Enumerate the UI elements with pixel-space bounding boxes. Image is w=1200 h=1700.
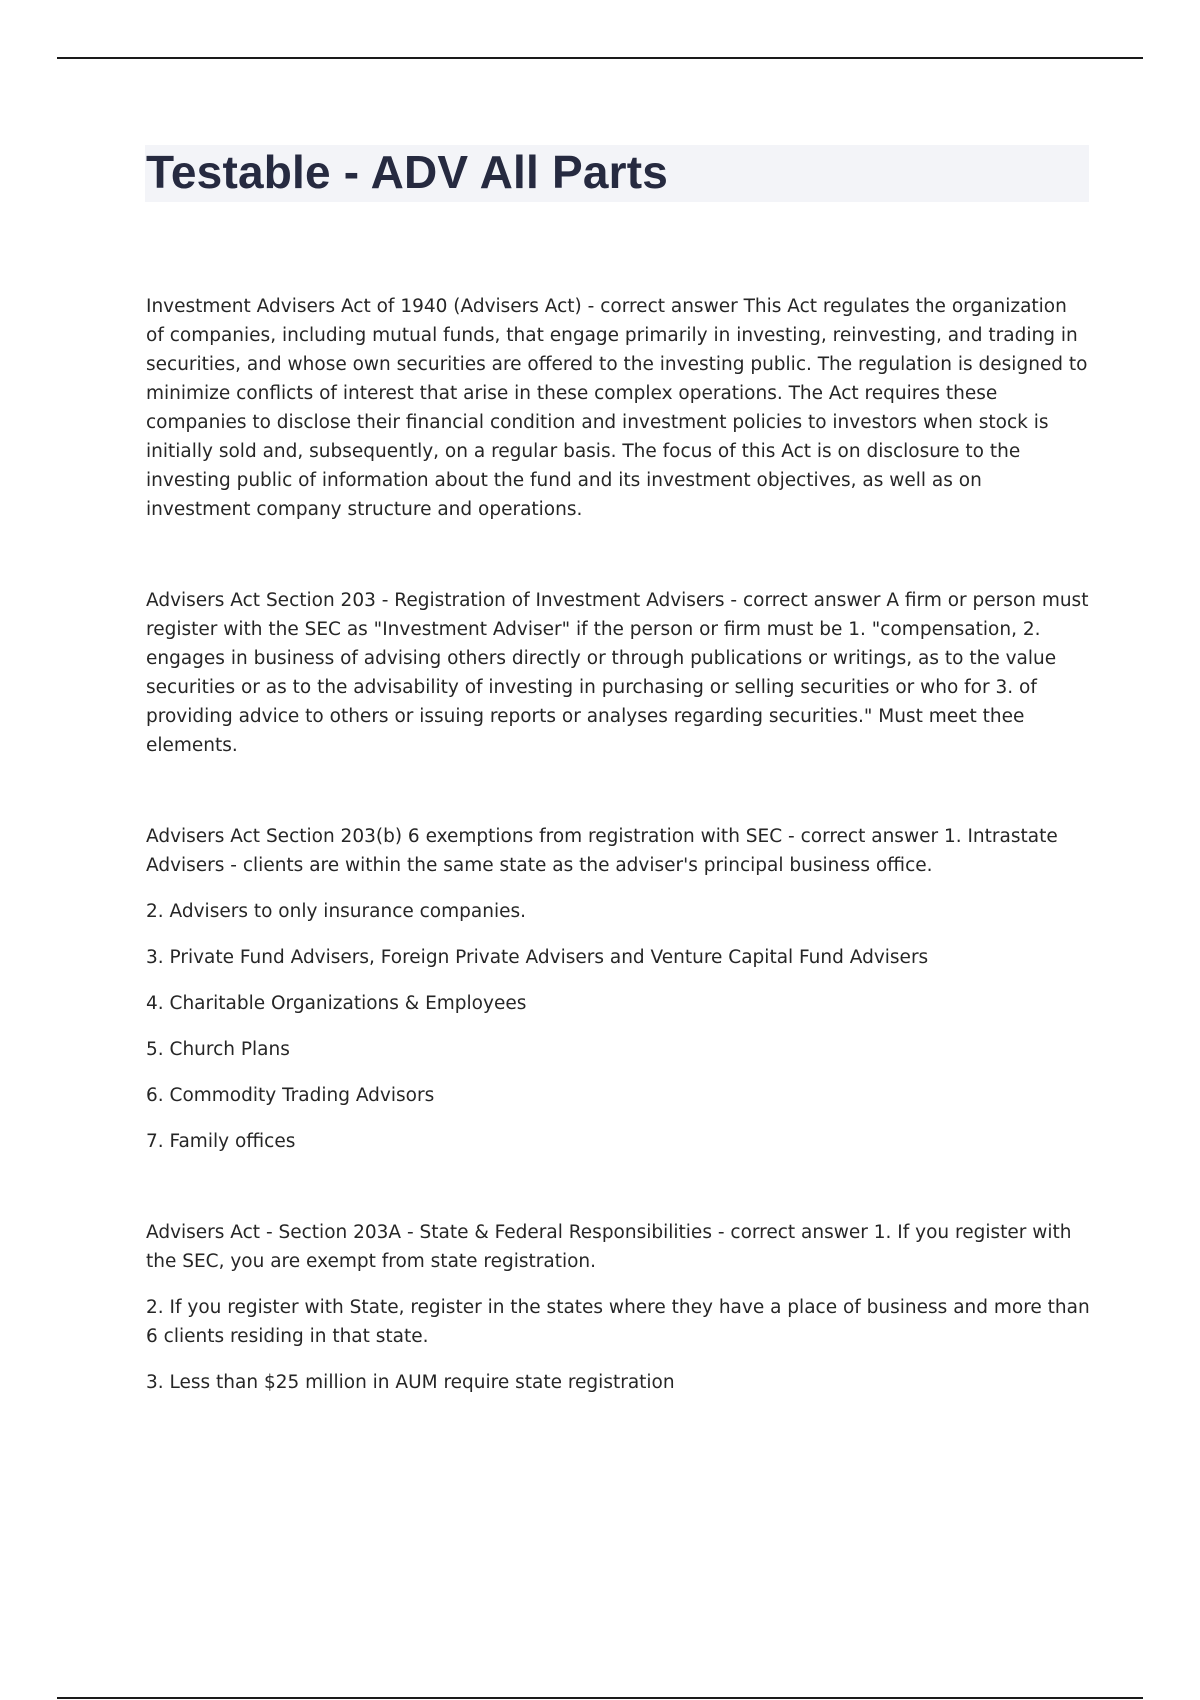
header-rule: [57, 57, 1143, 59]
list-item: 3. Less than $25 million in AUM require state registration: [146, 1372, 675, 1393]
entry-paragraph: Investment Advisers Act of 1940 (Advisers Act) - correct answer This Act regulates the organization of companies, including mutual funds, that engage primarily in investing, reinvesting, and trading in securities, and whose own securities are offered to the investing public. The regulation is designed to minimize conflicts of interest that arise in these complex operations. The Act requires these companies to disclose their financial condition and investment policies to investors when stock is initially sold and, subsequently, on a regular basis. The focus of this Act is on disclosure to the investing public of information about the fund and its investment objectives, as well as on investment company structure and operations.: [146, 296, 1088, 520]
list-item: 4. Charitable Organizations & Employees: [146, 993, 527, 1014]
entry-paragraph: Advisers Act - Section 203A - State & Federal Responsibilities - correct answer 1. If you register with the SEC, you are exempt from state registration.: [146, 1222, 1072, 1272]
list-item: 5. Church Plans: [146, 1039, 290, 1060]
entry-section-203b: [146, 822, 1090, 1156]
list-item: 2. Advisers to only insurance companies.: [146, 901, 526, 922]
list-item: 6. Commodity Trading Advisors: [146, 1085, 435, 1106]
list-item: 2. If you register with State, register in the states where they have a place of business and more than 6 clients residing in that state.: [146, 1297, 1090, 1347]
entry-section-203: [146, 586, 1090, 760]
footer-rule: [57, 1697, 1143, 1699]
entry-section-203a: [146, 1218, 1090, 1397]
list-item: 3. Private Fund Advisers, Foreign Private Advisers and Venture Capital Fund Advisers: [146, 947, 929, 968]
entry-paragraph: Advisers Act Section 203 - Registration of Investment Advisers - correct answer A firm or person must register with the SEC as "Investment Adviser" if the person or firm must be 1. "compensation, 2. engages in business of advising others directly or through publications or writings, as to the value securities or as to the advisability of investing in purchasing or selling securities or who for 3. of providing advice to others or issuing reports or analyses regarding securities." Must meet thee elements.: [146, 590, 1089, 756]
entry-advisers-act-1940: [146, 292, 1090, 524]
entry-paragraph: Advisers Act Section 203(b) 6 exemptions from registration with SEC - correct answer 1. Intrastate Advisers - clients are within the same state as the adviser's principal business office.: [146, 826, 1058, 876]
document-body: [146, 292, 1090, 1414]
list-item: 7. Family offices: [146, 1131, 296, 1152]
page-title: Testable - ADV All Parts: [146, 146, 669, 198]
